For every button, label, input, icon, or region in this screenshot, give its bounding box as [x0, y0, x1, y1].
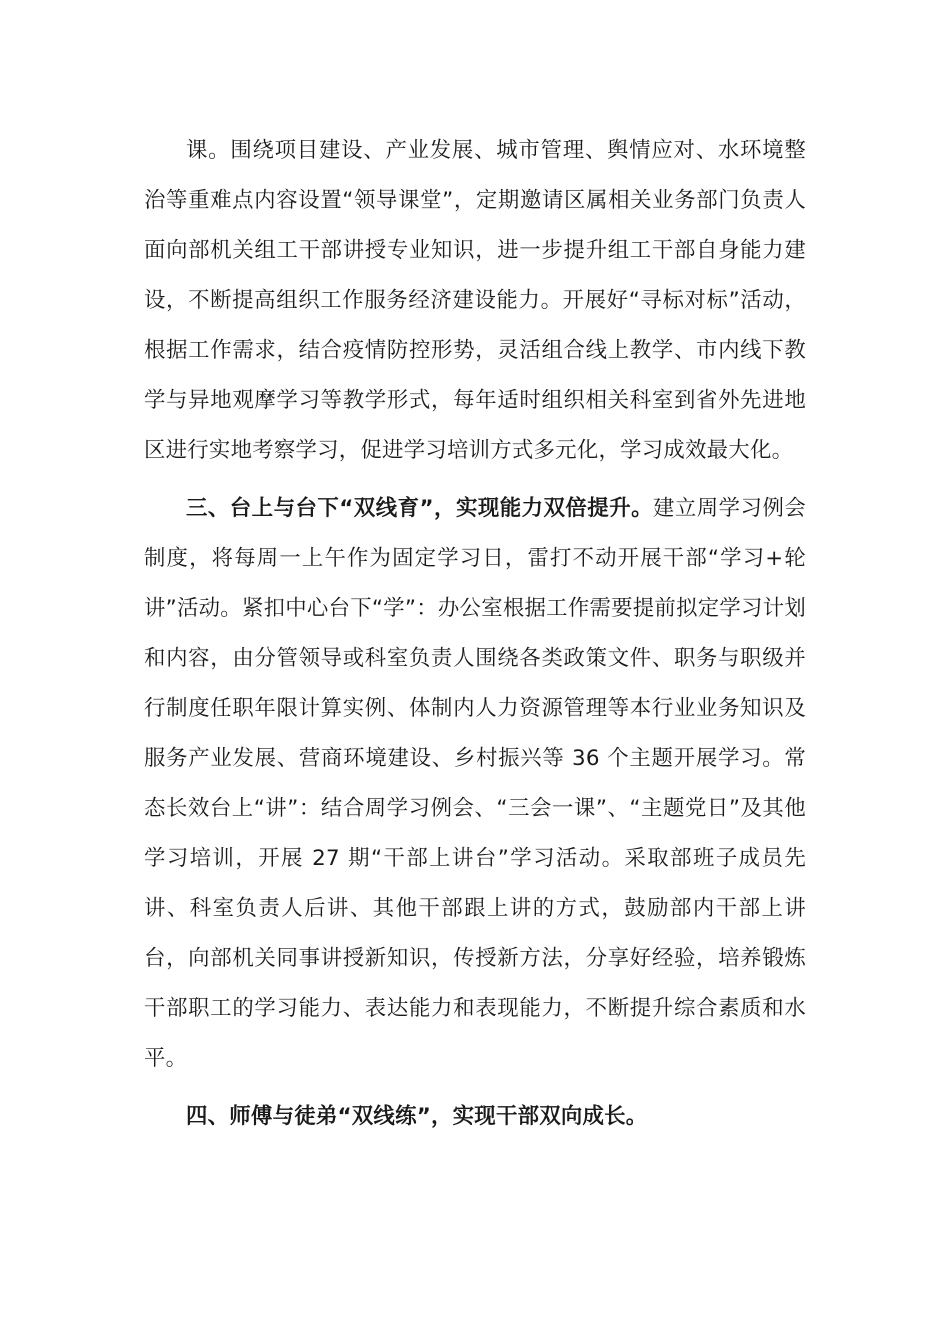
- paragraph-section-four: [144, 1092, 806, 1142]
- section-heading: 三、台上与台下“双线育”，实现能力双倍提升。: [186, 496, 653, 521]
- paragraph-text: 建立周学习例会制度，将每周一上午作为固定学习日，雷打不动开展干部“学习+轮讲”活动。紧扣中心台下“学”：办公室根据工作需要提前拟定学习计划和内容，由分管领导或科室负责人围绕各类政策文件、职务与职级并行制度任职年限计算实例、体制内人力资源管理等本行业业务知识及服务产业发展、营商环境建设、乡村振兴等 36 个主题开展学习。常态长效台上“讲”：结合周学习例会、“三会一课”、“主题党日”及其他学习培训，开展 27 期“干部上讲台”学习活动。采取部班子成员先讲、科室负责人后讲、其他干部跟上讲的方式，鼓励部内干部上讲台，向部机关同事讲授新知识，传授新方法，分享好经验，培养锻炼干部职工的学习能力、表达能力和表现能力，不断提升综合素质和水平。: [144, 496, 806, 1071]
- document-page: [144, 126, 806, 1142]
- section-heading: 四、师傅与徒弟“双线练”，实现干部双向成长。: [186, 1104, 648, 1129]
- paragraph-text: 课。围绕项目建设、产业发展、城市管理、舆情应对、水环境整治等重难点内容设置“领导课堂”，定期邀请区属相关业务部门负责人面向部机关组工干部讲授专业知识，进一步提升组工干部自身能力建设，不断提高组织工作服务经济建设能力。开展好“寻标对标”活动，根据工作需求，结合疫情防控形势，灵活组合线上教学、市内线下教学与异地观摩学习等教学形式，每年适时组织相关科室到省外先进地区进行实地考察学习，促进学习培训方式多元化，学习成效最大化。: [144, 138, 806, 463]
- paragraph-continuation: [144, 126, 806, 476]
- paragraph-section-three: [144, 484, 806, 1084]
